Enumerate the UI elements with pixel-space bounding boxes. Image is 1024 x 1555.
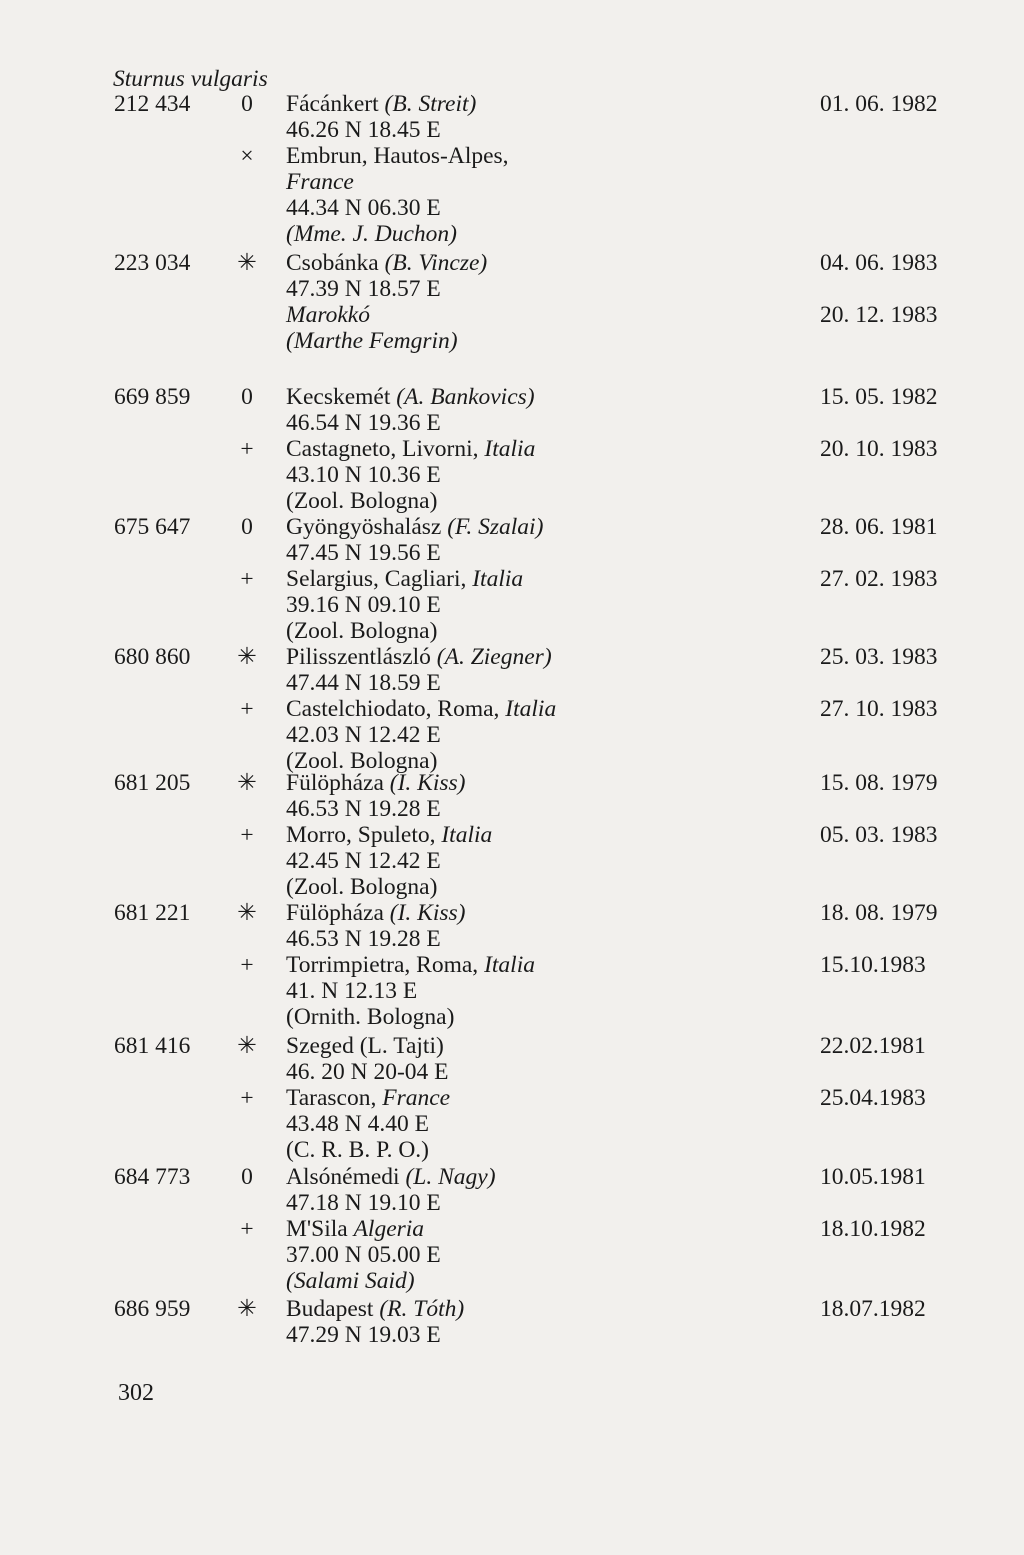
place: Tarascon, [286,1085,377,1111]
country: Italia [472,566,524,592]
event-symbol: 0 [241,1164,253,1190]
place: Castagneto, Livorni, [286,436,479,462]
ring-number: 684 773 [114,1164,191,1190]
place: Fácánkert [286,91,379,117]
place: Gyöngyöshalász [286,514,442,540]
event-symbol: + [240,696,254,722]
observer: (Salami Said) [286,1268,415,1294]
country: Italia [505,696,557,722]
date: 15.10.1983 [820,952,926,978]
coords: 46.53 N 19.28 E [286,796,441,822]
place: Fülöpháza [286,900,384,926]
coords: 47.45 N 19.56 E [286,540,441,566]
place: Castelchiodato, Roma, [286,696,500,722]
place: M'Sila [286,1216,348,1242]
date: 18.07.1982 [820,1296,926,1322]
coords: 44.34 N 06.30 E [286,195,441,221]
observer: (F. Szalai) [447,514,544,540]
ring-number: 212 434 [114,91,191,117]
source: (Ornith. Bologna) [286,1004,455,1030]
country: Italia [484,436,536,462]
coords: 46. 20 N 20-04 E [286,1059,449,1085]
ring-number: 681 416 [114,1033,191,1059]
event-symbol: ✳ [237,644,257,670]
observer: (L. Nagy) [405,1164,496,1190]
date: 20. 10. 1983 [820,436,938,462]
ring-number: 680 860 [114,644,191,670]
date: 22.02.1981 [820,1033,926,1059]
place: Csobánka [286,250,379,276]
event-symbol: + [240,566,254,592]
date: 25. 03. 1983 [820,644,938,670]
place: Selargius, Cagliari, [286,566,467,592]
source: (Zool. Bologna) [286,874,438,900]
place: Alsónémedi [286,1164,400,1190]
place: Budapest [286,1296,374,1322]
date: 15. 08. 1979 [820,770,938,796]
coords: 43.10 N 10.36 E [286,462,441,488]
date: 10.05.1981 [820,1164,926,1190]
place: Embrun, Hautos-Alpes, [286,143,509,169]
place: Morro, Spuleto, [286,822,436,848]
ring-number: 686 959 [114,1296,191,1322]
coords: 42.45 N 12.42 E [286,848,441,874]
event-symbol: ✳ [237,250,257,276]
date: 25.04.1983 [820,1085,926,1111]
event-symbol: ✳ [237,1296,257,1322]
coords: 42.03 N 12.42 E [286,722,441,748]
event-symbol: + [240,952,254,978]
coords: 47.18 N 19.10 E [286,1190,441,1216]
date: 18.10.1982 [820,1216,926,1242]
coords: 47.39 N 18.57 E [286,276,441,302]
observer: (Mme. J. Duchon) [286,221,457,247]
observer: (R. Tóth) [379,1296,465,1322]
source: (Zool. Bologna) [286,488,438,514]
date: 27. 10. 1983 [820,696,938,722]
event-symbol: ✳ [237,900,257,926]
place: Szeged (L. Tajti) [286,1033,444,1059]
country: Italia [441,822,493,848]
event-symbol: + [240,436,254,462]
event-symbol: ✳ [237,770,257,796]
ring-number: 681 221 [114,900,191,926]
coords: 37.00 N 05.00 E [286,1242,441,1268]
date: 20. 12. 1983 [820,302,938,328]
place: Torrimpietra, Roma, [286,952,479,978]
observer: (A. Ziegner) [436,644,552,670]
event-symbol: 0 [241,91,253,117]
date: 01. 06. 1982 [820,91,938,117]
ring-number: 681 205 [114,770,191,796]
source: (Zool. Bologna) [286,618,438,644]
date: 04. 06. 1983 [820,250,938,276]
date: 05. 03. 1983 [820,822,938,848]
event-symbol: + [240,822,254,848]
place: Fülöpháza [286,770,384,796]
coords: 46.54 N 19.36 E [286,410,441,436]
observer: (Marthe Femgrin) [286,328,458,354]
country: France [286,169,354,195]
coords: 39.16 N 09.10 E [286,592,441,618]
date: 27. 02. 1983 [820,566,938,592]
source: (Zool. Bologna) [286,748,438,774]
coords: 41. N 12.13 E [286,978,418,1004]
observer: (B. Vincze) [384,250,488,276]
ring-number: 223 034 [114,250,191,276]
event-symbol: × [240,143,254,169]
coords: 46.26 N 18.45 E [286,117,441,143]
species-heading: Sturnus vulgaris [113,66,268,92]
ring-number: 669 859 [114,384,191,410]
coords: 47.44 N 18.59 E [286,670,441,696]
observer: (A. Bankovics) [396,384,535,410]
place: Kecskemét [286,384,391,410]
place: Pilisszentlászló [286,644,431,670]
observer: (B. Streit) [384,91,477,117]
source: (C. R. B. P. O.) [286,1137,429,1163]
event-symbol: ✳ [237,1033,257,1059]
coords: 43.48 N 4.40 E [286,1111,429,1137]
place: Marokkó [286,302,370,328]
observer: (I. Kiss) [389,770,466,796]
date: 28. 06. 1981 [820,514,938,540]
page-number: 302 [118,1380,154,1406]
coords: 46.53 N 19.28 E [286,926,441,952]
event-symbol: + [240,1216,254,1242]
country: Algeria [353,1216,425,1242]
ring-number: 675 647 [114,514,191,540]
observer: (I. Kiss) [389,900,466,926]
date: 15. 05. 1982 [820,384,938,410]
coords: 47.29 N 19.03 E [286,1322,441,1348]
event-symbol: 0 [241,514,253,540]
country: Italia [484,952,535,978]
country: France [382,1085,451,1111]
event-symbol: 0 [241,384,253,410]
date: 18. 08. 1979 [820,900,938,926]
event-symbol: + [240,1085,254,1111]
